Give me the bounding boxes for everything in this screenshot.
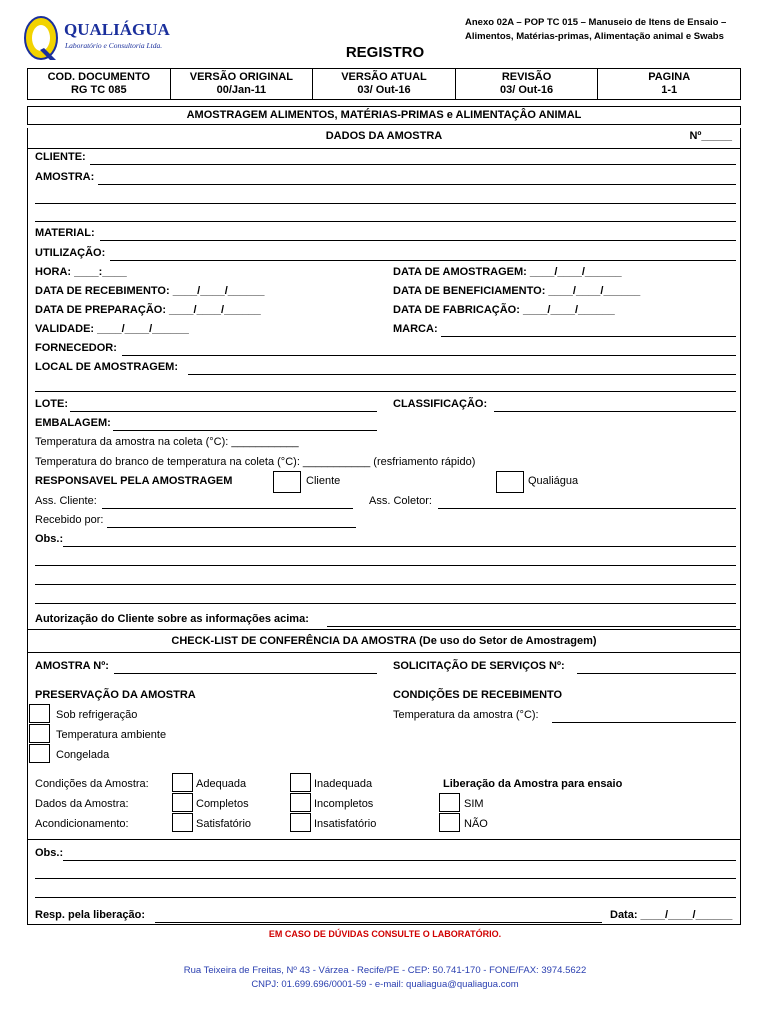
header-cell-code: COD. DOCUMENTO RG TC 085 (28, 69, 171, 100)
brand-field[interactable] (441, 336, 736, 337)
release-no-label: NÃO (464, 818, 488, 830)
refrigerated-label: Sob refrigeração (56, 709, 138, 721)
adequate-label: Adequada (196, 778, 247, 790)
receipt-temperature-label: Temperatura da amostra (°C): (393, 709, 539, 721)
checklist-notes-field[interactable] (63, 860, 736, 861)
notes-line4[interactable] (35, 603, 736, 604)
checklist-title: CHECK-LIST DE CONFERÊNCIA DA AMOSTRA (De uso do Setor de Amostragem) (171, 635, 597, 647)
satisfactory-checkbox[interactable] (172, 813, 193, 832)
sample-field-line2[interactable] (35, 203, 736, 204)
packaging-condition-label: Acondicionamento: (35, 818, 129, 830)
sample-field[interactable] (98, 184, 736, 185)
frozen-label: Congelada (56, 749, 110, 761)
inadequate-checkbox[interactable] (290, 773, 311, 792)
complete-label: Completos (196, 798, 249, 810)
lot-label: LOTE: (35, 398, 68, 410)
qualiagua-responsible-checkbox[interactable] (496, 471, 524, 493)
header-cell-page: PAGINA 1-1 (598, 69, 741, 100)
release-date-field[interactable]: Data: ____/____/______ (610, 909, 733, 921)
notes-label: Obs.: (35, 533, 64, 545)
incomplete-label: Incompletos (314, 798, 374, 810)
receipt-conditions-heading: CONDIÇÕES DE RECEBIMENTO (393, 689, 563, 701)
classification-label: CLASSIFICAÇÃO: (393, 398, 488, 410)
checklist-divider-top (27, 629, 741, 630)
client-signature-field[interactable] (102, 508, 353, 509)
release-yes-label: SIM (464, 798, 484, 810)
form-frame (27, 148, 741, 925)
checklist-divider-bottom (27, 652, 741, 653)
client-label: CLIENTE: (35, 151, 86, 163)
footer-address: Rua Teixeira de Freitas, Nº 43 - Várzea - Recife/PE - CEP: 50.741-170 - FONE/FAX: 3974.5622 (183, 965, 587, 976)
room-temperature-checkbox[interactable] (29, 724, 50, 743)
satisfactory-label: Satisfatório (196, 818, 252, 830)
refrigerated-checkbox[interactable] (29, 704, 50, 723)
sampling-date-field[interactable]: DATA DE AMOSTRAGEM: ____/____/______ (393, 266, 622, 278)
document-title: REGISTRO (345, 44, 425, 61)
header-cell-original-version: VERSÃO ORIGINAL 00/Jan-11 (170, 69, 313, 100)
received-by-field[interactable] (107, 527, 356, 528)
receipt-date-field[interactable]: DATA DE RECEBIMENTO: ____/____/______ (35, 285, 265, 297)
warning-message: EM CASO DE DÚVIDAS CONSULTE O LABORATÓRIO. (268, 929, 502, 939)
release-no-checkbox[interactable] (439, 813, 460, 832)
utilization-field[interactable] (110, 260, 736, 261)
room-temperature-label: Temperatura ambiente (56, 729, 167, 741)
time-field[interactable]: HORA: ____:____ (35, 266, 127, 278)
lot-field[interactable] (70, 411, 377, 412)
sampling-location-line2[interactable] (35, 391, 736, 392)
client-responsible-checkbox[interactable] (273, 471, 301, 493)
packaging-field[interactable] (113, 430, 377, 431)
logo-name: QUALIÁGUA (64, 20, 170, 39)
client-field[interactable] (90, 164, 736, 165)
unsatisfactory-label: Insatisfatório (314, 818, 377, 830)
logo-tagline: Laboratório e Consultoria Ltda. (65, 41, 163, 50)
client-option-label: Cliente (306, 475, 341, 487)
sample-number-field[interactable] (114, 673, 377, 674)
checklist-notes-line3[interactable] (35, 897, 736, 898)
processing-date-field[interactable]: DATA DE BENEFICIAMENTO: ____/____/______ (393, 285, 641, 297)
supplier-field[interactable] (122, 355, 736, 356)
adequate-checkbox[interactable] (172, 773, 193, 792)
header-cell-current-version: VERSÃO ATUAL 03/ Out-16 (313, 69, 456, 100)
utilization-label: UTILIZAÇÃO: (35, 247, 106, 259)
release-yes-checkbox[interactable] (439, 793, 460, 812)
release-responsible-label: Resp. pela liberação: (35, 909, 146, 921)
inadequate-label: Inadequada (314, 778, 373, 790)
sample-conditions-label: Condições da Amostra: (35, 778, 149, 790)
service-request-field[interactable] (577, 673, 736, 674)
collector-signature-label: Ass. Coletor: (369, 495, 432, 507)
sample-field-line3[interactable] (35, 221, 736, 222)
client-authorization-label: Autorização do Cliente sobre as informações acima: (35, 613, 309, 625)
supplier-label: FORNECEDOR: (35, 342, 117, 354)
received-by-label: Recebido por: (35, 514, 104, 526)
complete-checkbox[interactable] (172, 793, 193, 812)
release-heading: Liberação da Amostra para ensaio (443, 778, 623, 790)
client-signature-label: Ass. Cliente: (35, 495, 97, 507)
manufacture-date-field[interactable]: DATA DE FABRICAÇÃO: ____/____/______ (393, 304, 615, 316)
expiry-date-field[interactable]: VALIDADE: ____/____/______ (35, 323, 189, 335)
annex-reference: Anexo 02A – POP TC 015 – Manuseio de Itens de Ensaio – Alimentos, Matérias-primas, Alimentação animal e Swabs (465, 17, 727, 42)
sample-temperature-field[interactable]: Temperatura da amostra na coleta (°C): ___________ (35, 436, 299, 448)
checklist-notes-label: Obs.: (35, 847, 64, 859)
incomplete-checkbox[interactable] (290, 793, 311, 812)
sample-label: AMOSTRA: (35, 171, 95, 183)
sample-data-label: Dados da Amostra: (35, 798, 129, 810)
frozen-checkbox[interactable] (29, 744, 50, 763)
release-responsible-field[interactable] (155, 922, 602, 923)
material-label: MATERIAL: (35, 227, 95, 239)
sample-data-title: DADOS DA AMOSTRA (325, 130, 443, 142)
blank-temperature-field[interactable]: Temperatura do branco de temperatura na coleta (°C): ___________ (resfriamento rápido) (35, 456, 476, 468)
unsatisfactory-checkbox[interactable] (290, 813, 311, 832)
preparation-date-field[interactable]: DATA DE PREPARAÇÃO: ____/____/______ (35, 304, 261, 316)
sample-number[interactable]: Nº_____ (689, 130, 732, 142)
material-field[interactable] (100, 240, 736, 241)
packaging-label: EMBALAGEM: (35, 417, 111, 429)
qualiagua-option-label: Qualiágua (528, 475, 579, 487)
notes-line2[interactable] (35, 565, 736, 566)
sampling-responsible-label: RESPONSAVEL PELA AMOSTRAGEM (35, 475, 233, 487)
brand-label: MARCA: (393, 323, 438, 335)
service-request-label: SOLICITAÇÃO DE SERVIÇOS Nº: (393, 660, 565, 672)
sampling-location-label: LOCAL DE AMOSTRAGEM: (35, 361, 178, 373)
section-band: AMOSTRAGEM ALIMENTOS, MATÉRIAS-PRIMAS e ALIMENTAÇÂO ANIMAL (27, 106, 741, 125)
sampling-location-field[interactable] (188, 374, 736, 375)
notes-field[interactable] (63, 546, 736, 547)
header-cell-revision: REVISÃO 03/ Out-16 (455, 69, 598, 100)
checklist-notes-line2[interactable] (35, 878, 736, 879)
checklist-notes-divider (27, 839, 741, 840)
sample-number-label: AMOSTRA Nº: (35, 660, 109, 672)
preservation-heading: PRESERVAÇÃO DA AMOSTRA (35, 689, 196, 701)
notes-line3[interactable] (35, 584, 736, 585)
receipt-temperature-field[interactable] (552, 722, 736, 723)
sample-data-header (27, 128, 741, 149)
client-authorization-field[interactable] (327, 626, 736, 627)
document-control-table (27, 68, 741, 100)
classification-field[interactable] (494, 411, 736, 412)
footer-contact: CNPJ: 01.699.696/0001-59 - e-mail: qualiagua@qualiagua.com (251, 979, 519, 990)
collector-signature-field[interactable] (438, 508, 736, 509)
